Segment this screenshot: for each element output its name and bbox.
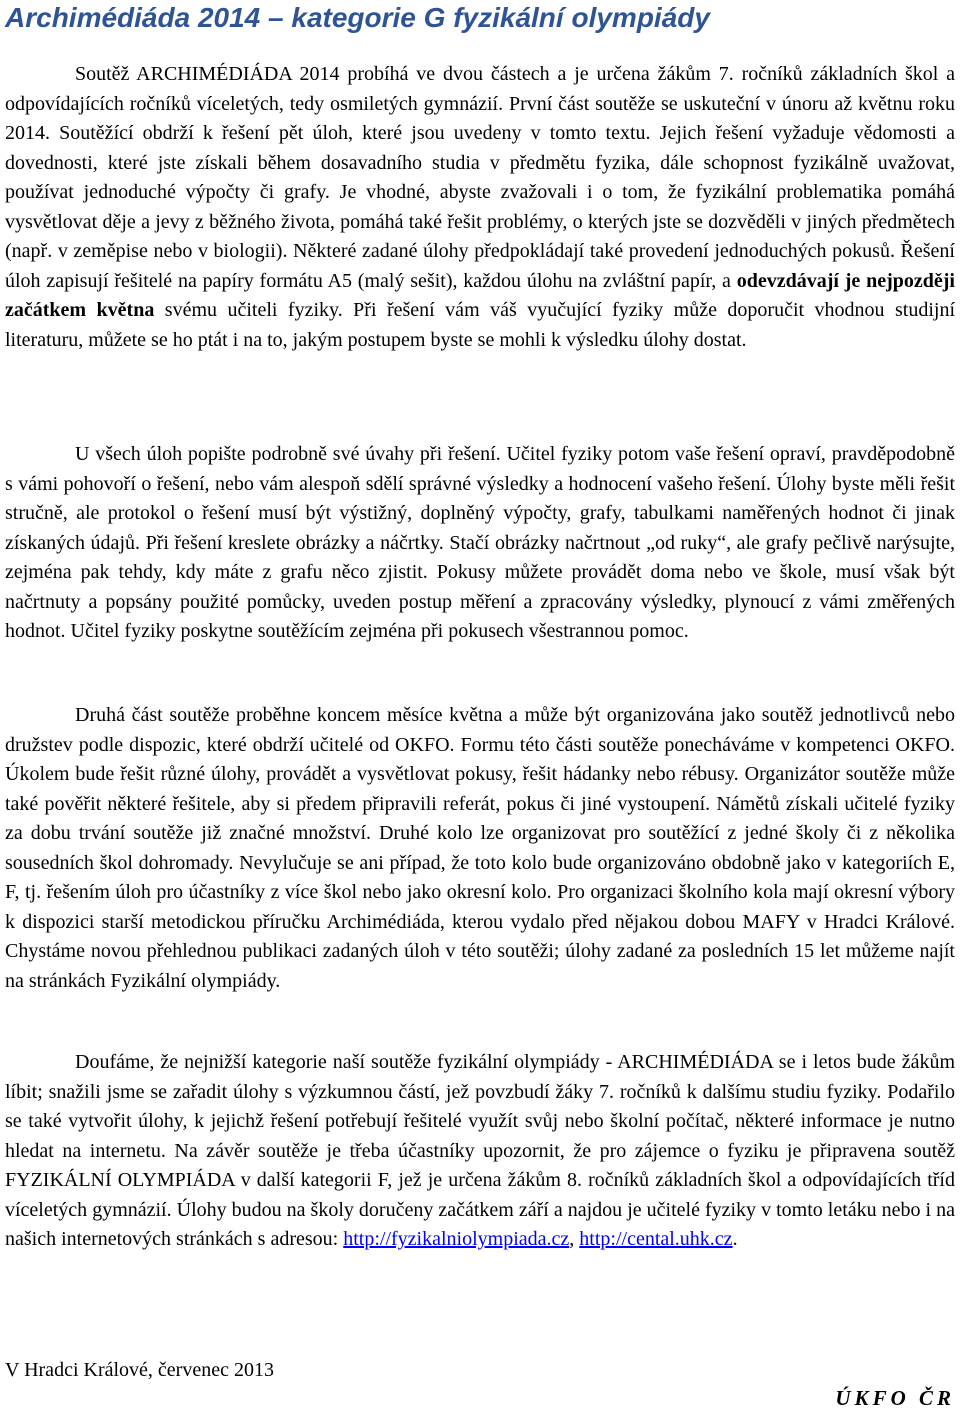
document-title: Archimédiáda 2014 – kategorie G fyzikální olympiády xyxy=(5,2,710,33)
paragraph-intro-text-2: svému učiteli fyziky. Při řešení vám váš vyučující fyziky může doporučit vhodnou studijní literaturu, můžete se ho ptát i na to, jakým postupem byste se mohli k výsledku úlohy dostat. xyxy=(5,299,956,351)
deadline-emphasis: odevzdávají je nejpozději začátkem května xyxy=(5,269,955,321)
link-cental[interactable]: http://cental.uhk.cz xyxy=(579,1228,733,1250)
signature: ÚKFO ČR xyxy=(835,1386,955,1410)
link-separator: , xyxy=(569,1228,580,1250)
paragraph-intro xyxy=(5,60,955,355)
paragraph-closing xyxy=(5,1048,955,1255)
link-fyzikalniolympiada[interactable]: http://fyzikalniolympiada.cz xyxy=(343,1228,570,1250)
closing-period: . xyxy=(732,1228,738,1250)
paragraph-intro-text-1: Soutěž ARCHIMÉDIÁDA 2014 probíhá ve dvou částech a je určena žákům 7. ročníků základních škol a odpovídajících ročníků víceletých, tedy osmiletých gymnázií. První část soutěže se uskuteční v únoru až květnu roku 2014. Soutěžící obdrží k řešení pět úloh, které jsou uvedeny v tomto textu. Jejich řešení vyžaduje vědomosti a dovednosti, které jste získali během dosavadního studia v předmětu fyzika, dále schopnost fyzikálně uvažovat, používat jednoduché výpočty či grafy. Je vhodné, abyste zvažovali i o tom, že fyzikální problematika pomáhá vysvětlovat děje a jevy z běžného života, pomáhá také řešit problémy, o kterých jste se dozvěděli v jiných předmětech (např. v zeměpise nebo v biologii). Některé zadané úlohy předpokládají také provedení jednoduchých pokusů. Řešení úloh zapisují řešitelé na papíry formátu A5 (malý sešit), každou úlohu na zvláštní papír, a xyxy=(5,63,955,292)
paragraph-second-part: Druhá část soutěže proběhne koncem měsíce května a může být organizována jako soutěž jednotlivců nebo družstev podle dispozic, které obdrží učitelé od OKFO. Formu této části soutěže ponecháváme v kompetenci OKFO. Úkolem bude řešit různé úlohy, provádět a vysvětlovat pokusy, řešit hádanky nebo rébusy. Organizátor soutěže může také pověřit některé řešitele, aby si předem připravili referát, pokus či jiné vystoupení. Námětů získali učitelé fyziky za dobu trvání soutěže již značné množství. Druhé kolo lze organizovat pro soutěžící z jedné školy či z několika sousedních škol dohromady. Nevylučuje se ani případ, že toto kolo bude organizováno obdobně jako v kategoriích E, F, tj. řešením úloh pro účastníky z více škol nebo jako okresní kolo. Pro organizaci školního kola mají okresní výbory k dispozici starší metodickou příručku Archimédiáda, kterou vydalo před nějakou dobou MAFY v Hradci Králové. Chystáme novou přehlednou publikaci zadaných úloh v této soutěži; úlohy zadané za posledních 15 let můžeme najít na stránkách Fyzikální olympiády. xyxy=(5,704,955,992)
paragraph-closing-text: Doufáme, že nejnižší kategorie naší soutěže fyzikální olympiády - ARCHIMÉDIÁDA se i letos bude žákům líbit; snažili jsme se zařadit úlohy s výzkumnou částí, jež povzbudí žáky 7. ročníků k dalšímu studiu fyziky. Podařilo se také vytvořit úlohy, k jejichž řešení potřebují řešitelé využít svůj nebo školní počítač, některé informace je nutno hledat na internetu. Na závěr soutěže je třeba účastníky upozornit, že pro zájemce o fyziku je připravena soutěž FYZIKÁLNÍ OLYMPIÁDA v další kategorii F, jež je určena žákům 8. ročníků základních škol a odpovídajících tříd víceletých gymnázií. Úlohy budou na školy doručeny začátkem září a najdou je učitelé fyziky v tomto letáku nebo i na našich internetových stránkách s adresou: xyxy=(5,1051,955,1250)
place-date: V Hradci Králové, červenec 2013 xyxy=(5,1359,274,1381)
paragraph-solutions: U všech úloh popište podrobně své úvahy při řešení. Učitel fyziky potom vaše řešení opraví, pravděpodobně s vámi pohovoří o řešení, nebo vám alespoň sdělí správné výsledky a hodnocení vašeho řešení. Úlohy byste měli řešit stručně, ale protokol o řešení musí být výstižný, doplněný výpočty, grafy, tabulkami naměřených hodnot či jinak získaných údajů. Při řešení kreslete obrázky a náčrtky. Stačí obrázky načrtnout „od ruky“, ale grafy pečlivě narýsujte, zejména pak tehdy, kdy máte z grafu něco zjistit. Pokusy můžete provádět doma nebo ve škole, musí však být načrtnuty a popsány použité pomůcky, uveden postup měření a zpracovány výsledky, plynoucí z vámi změřených hodnot. Učitel fyziky poskytne soutěžícím zejména při pokusech všestrannou pomoc. xyxy=(5,443,955,642)
